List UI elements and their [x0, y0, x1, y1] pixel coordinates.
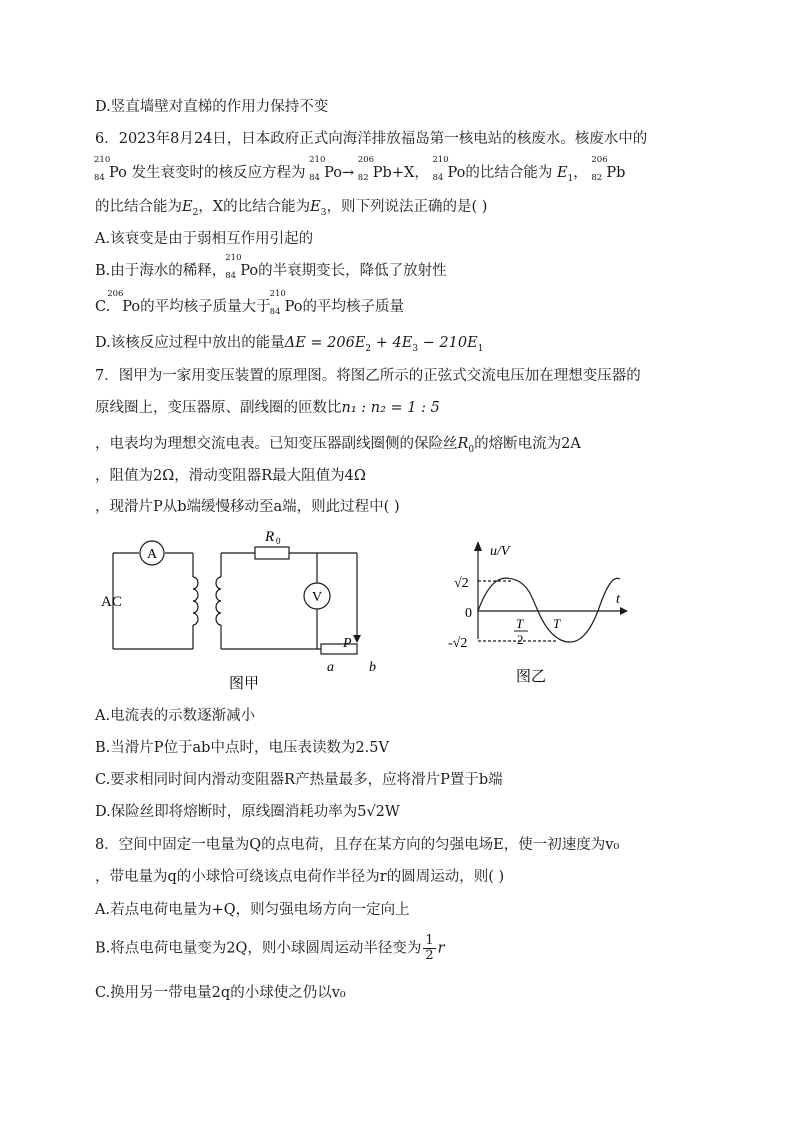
end-a-label: a [327, 660, 334, 675]
q8-stem-line1: 8．空间中固定一电量为Q的点电荷，且存在某方向的匀强电场E，使一初速度为v₀ [95, 837, 620, 853]
q7-stem-line5: ，现滑片P从b端缓慢移动至a端，则此过程中( ) [95, 499, 400, 515]
q7-stem-line4: ，阻值为2Ω，滑动变阻器R最大阻值为4Ω [95, 468, 366, 484]
figure-circuit [95, 525, 405, 695]
half-period-label: T [516, 616, 524, 631]
origin-label: 0 [465, 606, 472, 621]
q8-stem-line2: ，带电量为q的小球恰可绕该点电荷作半径为r的圆周运动，则( ) [95, 869, 505, 885]
figure-sine-wave [438, 535, 638, 695]
q6-stem-line2: 210 84 Po 发生衰变时的核反应方程为 210 84 Po→ 206 82 Pb+X， 210 84 Po的比结合能为 $E_1$， 206 82 Pb [94, 155, 626, 184]
period-label: T [553, 616, 561, 631]
y-top-label: √2 [454, 576, 469, 591]
axis-u-label: u/V [490, 544, 510, 559]
end-b-label: b [369, 660, 376, 675]
q7-option-b: B.当滑片P位于ab中点时，电压表读数为2.5V [95, 740, 389, 756]
ammeter-label: A [146, 547, 158, 562]
q7-stem-line2: 原线圈上，变压器原、副线圈的匝数比n₁ : n₂ = 1 : 5 [95, 400, 440, 416]
q7-option-a: A.电流表的示数逐渐减小 [95, 708, 256, 724]
q6-option-c: C. 206 Po的平均核子质量大于 210 84 Po的平均核子质量 [95, 289, 404, 317]
y-bottom-label: -√2 [448, 636, 468, 651]
slider-p-label: P [343, 636, 352, 651]
q8-option-b: B.将点电荷电量变为2Q，则小球圆周运动半径变为 $\frac{1}{2}$ r [95, 933, 445, 963]
caption-jia: 图甲 [229, 676, 260, 692]
q6-option-b: B.由于海水的稀释， 210 84 Po的半衰期变长，降低了放射性 [95, 253, 447, 281]
q8-option-c: C.换用另一带电量2q的小球使之仍以v₀ [95, 985, 346, 1001]
axis-t-label: t [616, 592, 620, 607]
q7-stem-line3: ，电表均为理想交流电表。已知变压器副线圈侧的保险丝$R_0$的熔断电流为2A [95, 436, 581, 455]
q8-option-a: A.若点电荷电量为+Q，则匀强电场方向一定向上 [95, 902, 410, 918]
q7-stem-line1: 7．图甲为一家用变压装置的原理图。将图乙所示的正弦式交流电压加在理想变压器的 [95, 368, 641, 384]
q5-option-d: D.竖直墙壁对直梯的作用力保持不变 [95, 99, 329, 115]
voltmeter-label: V [311, 590, 323, 605]
q7-option-c: C.要求相同时间内滑动变阻器R产热量最多，应将滑片P置于b端 [95, 772, 503, 788]
q6-stem-line1: 6．2023年8月24日，日本政府正式向海洋排放福岛第一核电站的核废水。核废水中的 [95, 131, 648, 147]
r0-label: R [265, 529, 275, 545]
po-isotope: 210 84 Po [94, 155, 127, 183]
q6-option-d: D.该核反应过程中放出的能量$\Delta E = 206E_2 + 4E_3 - 210E_1$ [95, 335, 484, 354]
q6-option-a: A.该衰变是由于弱相互作用引起的 [95, 231, 314, 247]
svg-text:2: 2 [517, 632, 524, 647]
q6-stem-line3: 的比结合能为$E_2$，X的比结合能为$E_3$，则下列说法正确的是( ) [95, 199, 488, 218]
svg-text:0: 0 [276, 536, 281, 546]
caption-yi: 图乙 [516, 669, 547, 685]
q7-option-d: D.保险丝即将熔断时，原线圈消耗功率为5√2W [95, 804, 400, 820]
ac-label: AC [101, 594, 122, 610]
